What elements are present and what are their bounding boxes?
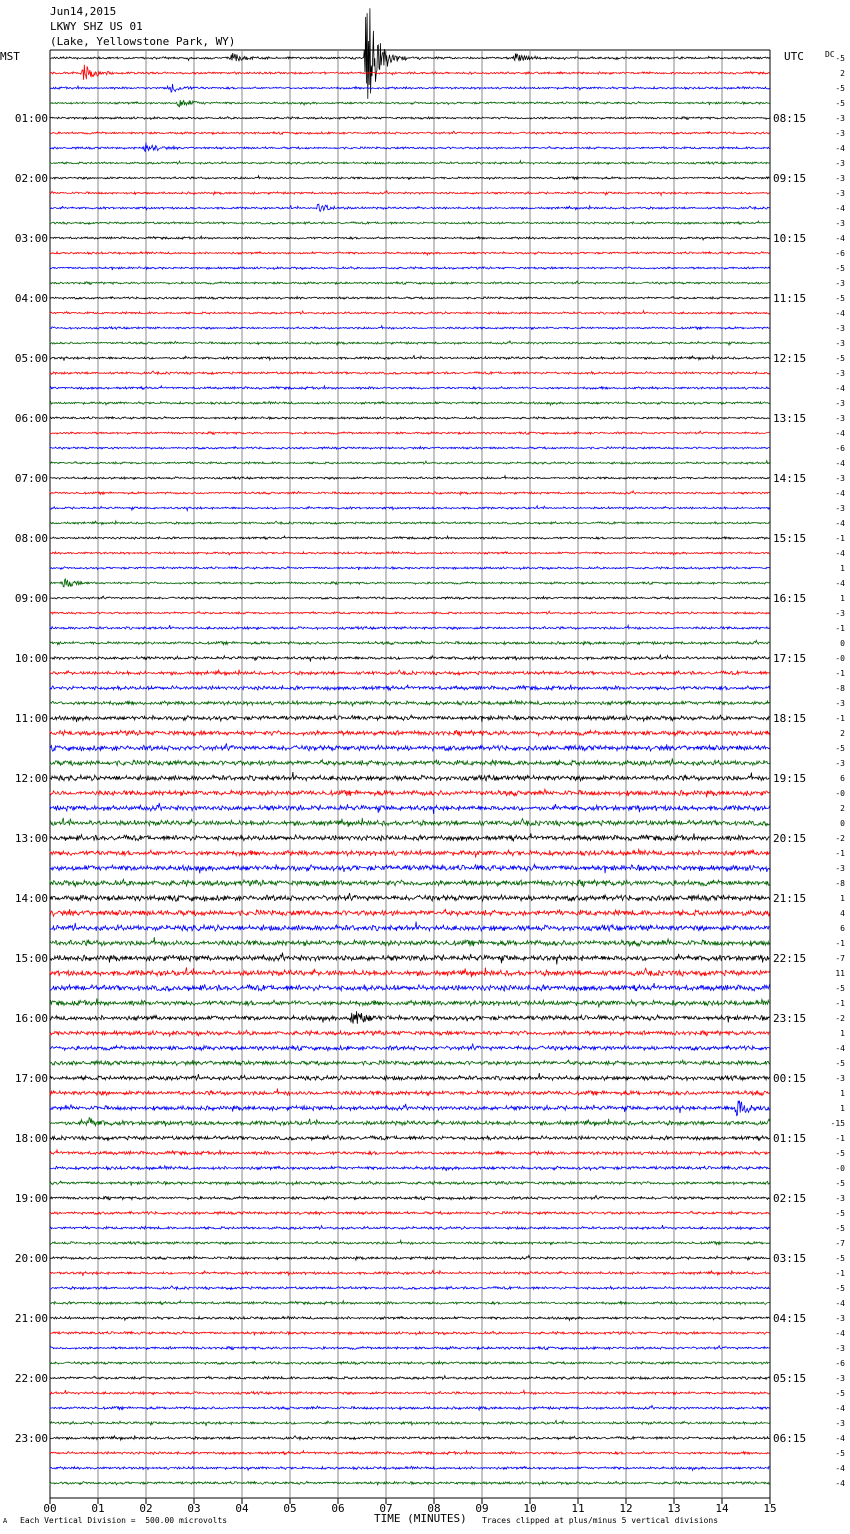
dc-offset-label: -3: [835, 339, 845, 348]
seismic-trace: [50, 1270, 770, 1276]
left-hour-label: 04:00: [14, 292, 48, 305]
right-hour-label: 02:15: [773, 1192, 807, 1205]
seismic-trace: [50, 100, 770, 107]
seismic-trace: [50, 640, 770, 645]
right-hour-label: 08:15: [773, 112, 807, 125]
right-hour-label: 09:15: [773, 172, 807, 185]
left-hour-label: 09:00: [14, 592, 48, 605]
dc-offset-label: -5: [835, 294, 845, 303]
seismic-trace: [50, 506, 770, 511]
seismic-trace: [50, 579, 770, 587]
dc-offset-label: -3: [835, 1344, 845, 1353]
x-tick-label: 11: [571, 1502, 585, 1515]
dc-offset-label: -5: [835, 1449, 845, 1458]
seismic-trace: [50, 1331, 770, 1335]
seismic-trace: [50, 1136, 770, 1141]
right-hour-label: 00:15: [773, 1072, 807, 1085]
seismic-trace: [50, 1436, 770, 1441]
right-hour-label: 13:15: [773, 412, 807, 425]
seismic-trace: [50, 1361, 770, 1364]
seismic-trace: [50, 1011, 770, 1024]
x-tick-label: 08: [427, 1502, 441, 1515]
dc-offset-label: -3: [835, 219, 845, 228]
dc-offset-label: -1: [835, 1134, 845, 1143]
dc-offset-label: 6: [840, 774, 845, 783]
seismic-trace: [50, 236, 770, 240]
right-hour-label: 22:15: [773, 952, 807, 965]
x-tick-label: 13: [667, 1502, 681, 1515]
dc-offset-label: 1: [840, 1029, 845, 1038]
right-hour-label: 06:15: [773, 1432, 807, 1445]
dc-offset-label: 2: [840, 804, 845, 813]
dc-offset-label: -1: [835, 999, 845, 1008]
seismic-trace: [50, 743, 770, 751]
seismic-trace: [50, 685, 770, 691]
seismic-trace: [50, 967, 770, 977]
seismic-trace: [50, 221, 770, 224]
seismic-trace: [50, 191, 770, 196]
dc-offset-label: -3: [835, 189, 845, 198]
seismic-trace: [50, 893, 770, 901]
dc-offset-label: -3: [835, 399, 845, 408]
seismic-trace: [50, 8, 770, 99]
dc-offset-label: 6: [840, 924, 845, 933]
x-tick-label: 12: [619, 1502, 633, 1515]
right-hour-label: 17:15: [773, 652, 807, 665]
seismic-trace: [50, 1211, 770, 1215]
dc-offset-label: -4: [835, 309, 845, 318]
seismic-trace: [50, 1256, 770, 1261]
dc-offset-label: -1: [835, 669, 845, 678]
seismic-trace: [50, 1196, 770, 1200]
seismic-trace: [50, 1346, 770, 1350]
seismic-trace: [50, 1316, 770, 1320]
dc-offset-label: -5: [835, 1059, 845, 1068]
seismic-trace: [50, 1481, 770, 1485]
seismic-trace: [50, 772, 770, 781]
dc-offset-label: -0: [835, 1164, 845, 1173]
footer-mark: A: [3, 1517, 8, 1525]
header-date: Jun14,2015: [50, 5, 117, 18]
dc-offset-label: -5: [835, 984, 845, 993]
seismic-trace: [50, 1451, 770, 1455]
seismic-trace: [50, 953, 770, 965]
seismic-trace: [50, 356, 770, 361]
seismic-trace: [50, 1225, 770, 1229]
seismic-trace: [50, 1406, 770, 1411]
seismic-trace: [50, 281, 770, 284]
dc-offset-label: -4: [835, 384, 845, 393]
dc-offset-label: -5: [835, 1254, 845, 1263]
seismic-trace: [50, 161, 770, 165]
seismic-trace: [50, 536, 770, 539]
right-hour-label: 04:15: [773, 1312, 807, 1325]
dc-offset-label: -5: [835, 1149, 845, 1158]
seismic-trace: [50, 655, 770, 662]
seismic-trace: [50, 371, 770, 374]
dc-offset-label: 2: [840, 729, 845, 738]
dc-offset-label: -4: [835, 144, 845, 153]
seismic-trace: [50, 552, 770, 556]
dc-offset-label: -0: [835, 654, 845, 663]
header-station: LKWY SHZ US 01: [50, 20, 143, 33]
dc-offset-label: -1: [835, 1269, 845, 1278]
left-hour-label: 01:00: [14, 112, 48, 125]
dc-offset-label: -3: [835, 474, 845, 483]
dc-offset-label: -15: [830, 1119, 845, 1128]
left-hour-label: 16:00: [14, 1012, 48, 1025]
seismic-trace: [50, 461, 770, 465]
right-hour-label: 15:15: [773, 532, 807, 545]
seismic-trace: [50, 849, 770, 857]
left-hour-label: 18:00: [14, 1132, 48, 1145]
left-hour-label: 02:00: [14, 172, 48, 185]
x-tick-label: 14: [715, 1502, 729, 1515]
seismic-trace: [50, 311, 770, 315]
dc-offset-label: 2: [840, 69, 845, 78]
dc-offset-label: -3: [835, 1314, 845, 1323]
dc-offset-label: -6: [835, 249, 845, 258]
dc-offset-label: 1: [840, 1104, 845, 1113]
dc-offset-label: 11: [835, 969, 845, 978]
dc-offset-label: -3: [835, 159, 845, 168]
seismic-trace: [50, 922, 770, 932]
left-timezone-label: MST: [0, 50, 20, 63]
dc-offset-label: -5: [835, 84, 845, 93]
seismic-trace: [50, 625, 770, 629]
left-hour-label: 05:00: [14, 352, 48, 365]
dc-offset-label: 1: [840, 894, 845, 903]
dc-offset-label: -5: [835, 354, 845, 363]
seismic-trace: [50, 715, 770, 722]
seismic-trace: [50, 476, 770, 480]
dc-offset-label: -5: [835, 1224, 845, 1233]
seismic-trace: [50, 143, 770, 152]
seismic-trace: [50, 431, 770, 434]
seismic-trace: [50, 833, 770, 840]
seismic-trace: [50, 818, 770, 827]
left-hour-label: 17:00: [14, 1072, 48, 1085]
seismic-trace: [50, 1181, 770, 1186]
seismic-trace: [50, 84, 770, 92]
seismic-trace: [50, 1118, 770, 1127]
left-hour-label: 10:00: [14, 652, 48, 665]
seismic-trace: [50, 758, 770, 765]
dc-offset-label: -1: [835, 714, 845, 723]
seismic-trace: [50, 401, 770, 405]
dc-offset-label: -2: [835, 834, 845, 843]
left-hour-label: 19:00: [14, 1192, 48, 1205]
dc-offset-label: -3: [835, 174, 845, 183]
seismic-trace: [50, 417, 770, 420]
dc-offset-label: -4: [835, 1044, 845, 1053]
seismic-trace: [50, 1286, 770, 1290]
right-hour-label: 23:15: [773, 1012, 807, 1025]
right-hour-label: 19:15: [773, 772, 807, 785]
dc-offset-label: -4: [835, 1299, 845, 1308]
dc-offset-label: 4: [840, 909, 845, 918]
seismic-trace: [50, 937, 770, 946]
footer-clip-note: Traces clipped at plus/minus 5 vertical divisions: [482, 1516, 719, 1525]
dc-offset-label: -3: [835, 1074, 845, 1083]
seismic-trace: [50, 204, 770, 211]
right-hour-label: 10:15: [773, 232, 807, 245]
seismic-trace: [50, 1390, 770, 1394]
dc-offset-label: -3: [835, 759, 845, 768]
dc-offset-label: -4: [835, 489, 845, 498]
dc-offset-label: -1: [835, 534, 845, 543]
dc-offset-label: -5: [835, 1389, 845, 1398]
left-hour-label: 08:00: [14, 532, 48, 545]
seismic-trace: [50, 1089, 770, 1096]
dc-offset-label: -4: [835, 429, 845, 438]
seismic-trace: [50, 326, 770, 330]
seismic-trace: [50, 983, 770, 991]
seismic-trace: [50, 1420, 770, 1426]
seismic-trace: [50, 1044, 770, 1051]
left-hour-label: 07:00: [14, 472, 48, 485]
left-hour-label: 11:00: [14, 712, 48, 725]
dc-offset-label: -4: [835, 549, 845, 558]
dc-offset-label: -3: [835, 279, 845, 288]
seismic-trace: [50, 297, 770, 300]
x-tick-label: 00: [43, 1502, 57, 1515]
left-hour-label: 23:00: [14, 1432, 48, 1445]
right-timezone-label: UTC: [784, 50, 804, 63]
dc-offset-label: -1: [835, 624, 845, 633]
seismic-trace: [50, 1240, 770, 1244]
right-hour-label: 05:15: [773, 1372, 807, 1385]
seismic-trace: [50, 567, 770, 570]
right-hour-label: 18:15: [773, 712, 807, 725]
dc-offset-label: -4: [835, 1404, 845, 1413]
dc-offset-label: -3: [835, 864, 845, 873]
left-hour-label: 12:00: [14, 772, 48, 785]
seismic-trace: [50, 252, 770, 256]
left-hour-label: 20:00: [14, 1252, 48, 1265]
dc-offset-label: -2: [835, 1014, 845, 1023]
seismic-trace: [50, 176, 770, 180]
dc-offset-label: -7: [835, 954, 845, 963]
dc-offset-label: 0: [840, 819, 845, 828]
left-hour-label: 03:00: [14, 232, 48, 245]
dc-offset-label: 1: [840, 1089, 845, 1098]
seismic-trace: [50, 730, 770, 736]
dc-offset-label: -7: [835, 1239, 845, 1248]
left-hour-label: 14:00: [14, 892, 48, 905]
dc-offset-label: -3: [835, 504, 845, 513]
seismic-trace: [50, 909, 770, 916]
dc-offset-label: -0: [835, 789, 845, 798]
dc-offset-label: -3: [835, 369, 845, 378]
seismic-trace: [50, 999, 770, 1008]
seismic-trace: [50, 879, 770, 886]
seismic-trace: [50, 1376, 770, 1380]
dc-offset-label: -3: [835, 1374, 845, 1383]
seismic-trace: [50, 611, 770, 614]
seismic-trace: [50, 341, 770, 345]
dc-offset-label: -8: [835, 684, 845, 693]
right-hour-label: 21:15: [773, 892, 807, 905]
dc-offset-label: -5: [835, 264, 845, 273]
seismic-trace: [50, 1466, 770, 1470]
x-tick-label: 03: [187, 1502, 201, 1515]
seismic-trace: [50, 864, 770, 873]
x-tick-label: 15: [763, 1502, 777, 1515]
dc-offset-label: -4: [835, 1434, 845, 1443]
dc-offset-label: -4: [835, 1464, 845, 1473]
dc-offset-label: 0: [840, 639, 845, 648]
dc-offset-label: -4: [835, 459, 845, 468]
dc-offset-label: -6: [835, 1359, 845, 1368]
dc-offset-label: -5: [835, 54, 845, 63]
dc-offset-label: -4: [835, 204, 845, 213]
dc-offset-label: -5: [835, 1179, 845, 1188]
dc-offset-label: -4: [835, 579, 845, 588]
x-tick-label: 02: [139, 1502, 153, 1515]
seismic-trace: [50, 267, 770, 270]
x-axis-title: TIME (MINUTES): [374, 1512, 467, 1525]
dc-offset-label: -3: [835, 414, 845, 423]
seismic-trace: [50, 803, 770, 814]
dc-label: DC: [825, 50, 835, 59]
seismic-trace: [50, 447, 770, 450]
left-hour-label: 06:00: [14, 412, 48, 425]
x-tick-label: 01: [91, 1502, 105, 1515]
left-hour-label: 15:00: [14, 952, 48, 965]
x-tick-label: 07: [379, 1502, 393, 1515]
dc-offset-label: -6: [835, 444, 845, 453]
seismic-trace: [50, 117, 770, 120]
dc-offset-label: -5: [835, 1209, 845, 1218]
dc-offset-label: 1: [840, 564, 845, 573]
seismic-trace: [50, 1301, 770, 1305]
dc-offset-label: -5: [835, 1284, 845, 1293]
left-hour-label: 22:00: [14, 1372, 48, 1385]
seismic-trace: [50, 1060, 770, 1066]
right-hour-label: 16:15: [773, 592, 807, 605]
seismic-trace: [50, 521, 770, 525]
dc-offset-label: -3: [835, 324, 845, 333]
footer-scale-note: Each Vertical Division = 500.00 microvolts: [20, 1516, 228, 1525]
dc-offset-label: -5: [835, 744, 845, 753]
dc-offset-label: -5: [835, 99, 845, 108]
seismic-trace: [50, 1150, 770, 1156]
seismic-trace: [50, 1101, 770, 1116]
right-hour-label: 01:15: [773, 1132, 807, 1145]
dc-offset-label: -3: [835, 699, 845, 708]
dc-offset-label: -4: [835, 519, 845, 528]
right-hour-label: 11:15: [773, 292, 807, 305]
seismic-trace: [50, 1030, 770, 1036]
left-hour-label: 21:00: [14, 1312, 48, 1325]
dc-offset-label: -3: [835, 1419, 845, 1428]
dc-offset-label: -1: [835, 939, 845, 948]
right-hour-label: 12:15: [773, 352, 807, 365]
dc-offset-label: -3: [835, 1194, 845, 1203]
dc-offset-label: -3: [835, 609, 845, 618]
dc-offset-label: -3: [835, 114, 845, 123]
right-hour-label: 03:15: [773, 1252, 807, 1265]
dc-offset-label: -4: [835, 234, 845, 243]
x-tick-label: 06: [331, 1502, 345, 1515]
seismic-trace: [50, 1073, 770, 1080]
x-tick-label: 10: [523, 1502, 537, 1515]
dc-offset-label: -4: [835, 1329, 845, 1338]
right-hour-label: 14:15: [773, 472, 807, 485]
seismic-trace: [50, 789, 770, 797]
seismic-trace: [50, 700, 770, 706]
dc-offset-label: 1: [840, 594, 845, 603]
seismic-trace: [50, 386, 770, 389]
seismic-trace: [50, 491, 770, 495]
seismic-trace: [50, 65, 770, 80]
x-tick-label: 09: [475, 1502, 489, 1515]
dc-offset-label: -1: [835, 849, 845, 858]
seismic-trace: [50, 131, 770, 134]
right-hour-label: 20:15: [773, 832, 807, 845]
x-tick-label: 05: [283, 1502, 297, 1515]
dc-offset-label: -4: [835, 1479, 845, 1488]
seismic-trace: [50, 670, 770, 676]
left-hour-label: 13:00: [14, 832, 48, 845]
dc-offset-label: -8: [835, 879, 845, 888]
header-location: (Lake, Yellowstone Park, WY): [50, 35, 236, 48]
x-tick-label: 04: [235, 1502, 249, 1515]
seismic-trace: [50, 1166, 770, 1171]
seismic-trace: [50, 596, 770, 599]
dc-offset-label: -3: [835, 129, 845, 138]
